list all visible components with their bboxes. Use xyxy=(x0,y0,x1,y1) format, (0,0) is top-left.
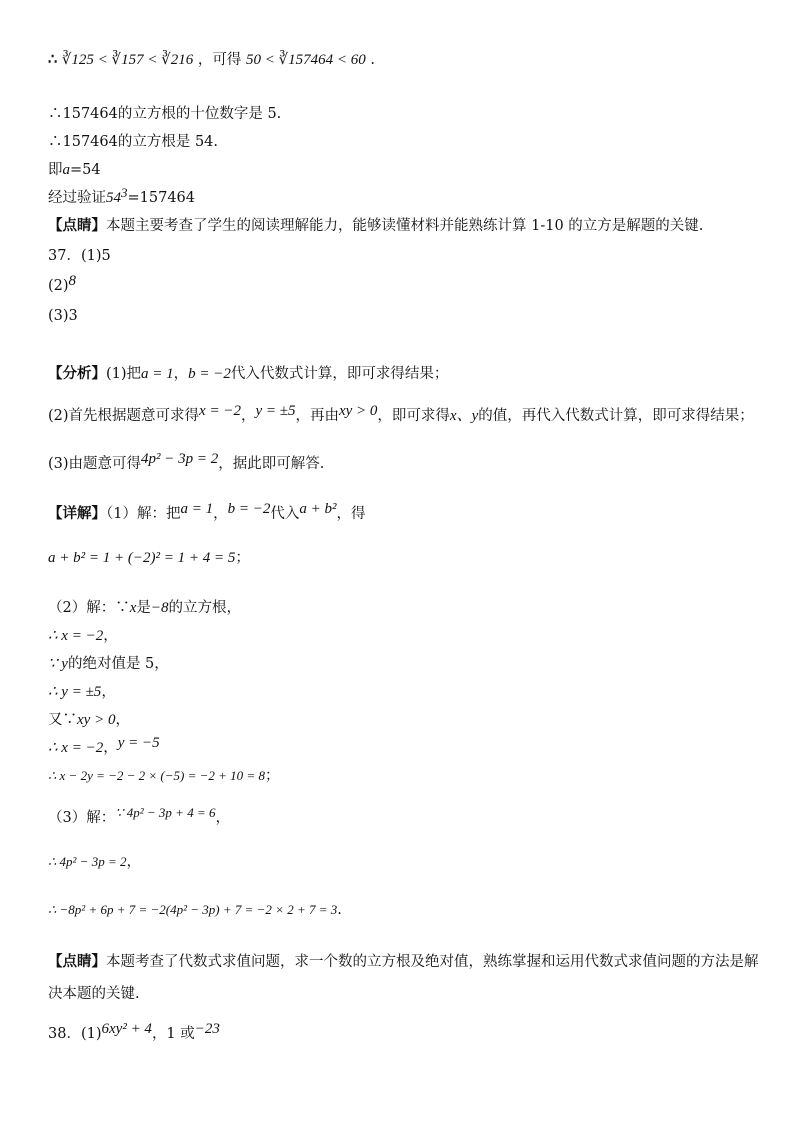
line-cube-root-result xyxy=(48,132,218,152)
text: ，即可求得 xyxy=(377,408,450,424)
math: −23 xyxy=(194,1021,220,1037)
text: （3）解： xyxy=(48,810,116,826)
math-bound: 50 < ∛157464 < 60 xyxy=(245,52,366,68)
math: a = 1 xyxy=(180,501,214,517)
math: xy > 0 xyxy=(77,712,116,728)
line-verification xyxy=(48,185,196,208)
math: a + b² xyxy=(299,501,337,517)
tag-comment: 【点睛】 xyxy=(48,217,106,234)
tag-analysis: 【分析】 xyxy=(48,365,106,382)
math: x = −2 xyxy=(199,403,241,419)
line-answer-37-2 xyxy=(48,273,77,296)
line-analysis-3 xyxy=(48,451,325,474)
text: (3)3 xyxy=(48,308,78,324)
line-y-abs xyxy=(48,654,169,674)
text: ， xyxy=(103,740,118,756)
line-detail-2-calc xyxy=(48,766,279,786)
text: ； xyxy=(235,550,250,566)
text: 决本题的关键. xyxy=(48,986,140,1002)
therefore-symbol: ∴ xyxy=(48,51,58,68)
text: 本题考查了代数式求值问题，求一个数的立方根及绝对值，熟练掌握和运用代数式求值问题的方法是解 xyxy=(106,954,759,970)
text: ，1 或 xyxy=(151,1026,195,1042)
line-answer-38-1 xyxy=(48,1021,220,1044)
math: ∴ −8p² + 6p + 7 = −2(4p² − 3p) + 7 = −2 × 2 + 7 = 3 xyxy=(48,902,338,917)
text: =54 xyxy=(70,162,101,178)
text: ， xyxy=(103,628,118,644)
math: ∴ 4p² − 3p = 2 xyxy=(48,854,127,869)
math: x、y xyxy=(449,408,479,424)
math: a xyxy=(62,162,70,178)
text: 经过验证 xyxy=(48,190,106,206)
math: x xyxy=(129,600,137,616)
text: =157464 xyxy=(127,190,196,206)
text: （2）解：∵ xyxy=(48,600,130,616)
math: ∵ y xyxy=(48,656,68,672)
line-tens-digit xyxy=(48,104,281,124)
text: ， xyxy=(240,408,256,424)
text: ， xyxy=(213,506,228,522)
text: (3)由题意可得 xyxy=(48,456,142,472)
line-detail-3 xyxy=(48,805,230,828)
text: 代入 xyxy=(270,506,300,522)
text: ，可得 xyxy=(197,52,242,68)
text: (1)把 xyxy=(106,366,142,382)
text: 本题主要考查了学生的阅读理解能力，能够读懂材料并能熟练计算 1-10 的立方是解题的关键. xyxy=(106,218,704,234)
line-answer-37-3 xyxy=(48,306,78,326)
line-comment-37 xyxy=(48,952,759,972)
math: 4p² − 3p = 2 xyxy=(141,451,219,467)
text: 即 xyxy=(48,162,63,178)
line-detail-2 xyxy=(48,598,241,618)
text: ，得 xyxy=(336,506,366,522)
math: y = ±5 xyxy=(255,403,296,419)
text: 是 xyxy=(136,600,151,616)
math: a = 1 xyxy=(141,366,174,382)
text: ，再由 xyxy=(295,408,339,424)
text: ， xyxy=(101,684,116,700)
text: ，据此即可解答. xyxy=(218,456,325,472)
text: 的值，再代入代数式计算，即可求得结果； xyxy=(478,408,754,424)
math-cube-root-inequality: ∛125 < ∛157 < ∛216 xyxy=(61,52,194,68)
line-comment-36 xyxy=(48,216,703,236)
line-detail-3-calc xyxy=(48,900,342,920)
math: −8 xyxy=(150,600,169,616)
math: b = −2 xyxy=(227,501,271,517)
line-xy-positive xyxy=(48,710,130,730)
text: ， xyxy=(173,366,189,382)
line-y-value xyxy=(48,682,116,702)
text: (2)首先根据题意可求得 xyxy=(48,408,200,424)
math: y = −5 xyxy=(117,735,160,751)
text: ， xyxy=(115,712,130,728)
math: 6xy² + 4 xyxy=(101,1021,152,1037)
text: ， xyxy=(126,854,141,870)
text: ； xyxy=(264,768,280,784)
math: xy > 0 xyxy=(338,403,378,419)
line-cube-root-bounds xyxy=(48,50,375,70)
line-analysis-2 xyxy=(48,403,754,426)
line-a-value xyxy=(48,160,101,180)
math: ∴ x − 2y = −2 − 2 × (−5) = −2 + 10 = 8 xyxy=(48,768,265,783)
text: . xyxy=(337,902,342,918)
math: 8 xyxy=(68,273,77,289)
text: ∴157464的立方根的十位数字是 5. xyxy=(48,106,282,122)
tag-detail: 【详解】 xyxy=(48,505,106,522)
text: 的绝对值是 5， xyxy=(67,656,169,672)
text: (2) xyxy=(48,278,69,294)
line-xy-values xyxy=(48,735,160,758)
text: 的立方根， xyxy=(168,600,242,616)
tag-comment: 【点睛】 xyxy=(48,953,106,970)
text: 37．(1)5 xyxy=(48,248,111,264)
text: ∴157464的立方根是 54. xyxy=(48,134,219,150)
text: （1）解：把 xyxy=(106,506,181,522)
math: ∴ y = ±5 xyxy=(48,684,102,700)
line-comment-37-cont xyxy=(48,984,140,1004)
math: b = −2 xyxy=(188,366,231,382)
line-detail-1-calc xyxy=(48,548,250,568)
math: ∴ x = −2 xyxy=(48,740,104,756)
punct: . xyxy=(370,52,376,68)
line-analysis-1 xyxy=(48,364,448,384)
math: a + b² = 1 + (−2)² = 1 + 4 = 5 xyxy=(48,550,236,566)
text: 代入代数式计算，即可求得结果； xyxy=(230,366,449,382)
math: ∴ x = −2 xyxy=(48,628,104,644)
line-detail-3-step xyxy=(48,852,141,872)
text: 又∵ xyxy=(48,712,77,728)
superscript: 3 xyxy=(121,185,128,200)
text: ， xyxy=(215,810,230,826)
text: 38．(1) xyxy=(48,1026,102,1042)
math: 54 xyxy=(106,190,121,206)
line-detail-1 xyxy=(48,501,366,524)
line-answer-37-1 xyxy=(48,246,111,266)
math: ∵ 4p² − 3p + 4 = 6 xyxy=(115,805,216,820)
line-x-value xyxy=(48,626,118,646)
